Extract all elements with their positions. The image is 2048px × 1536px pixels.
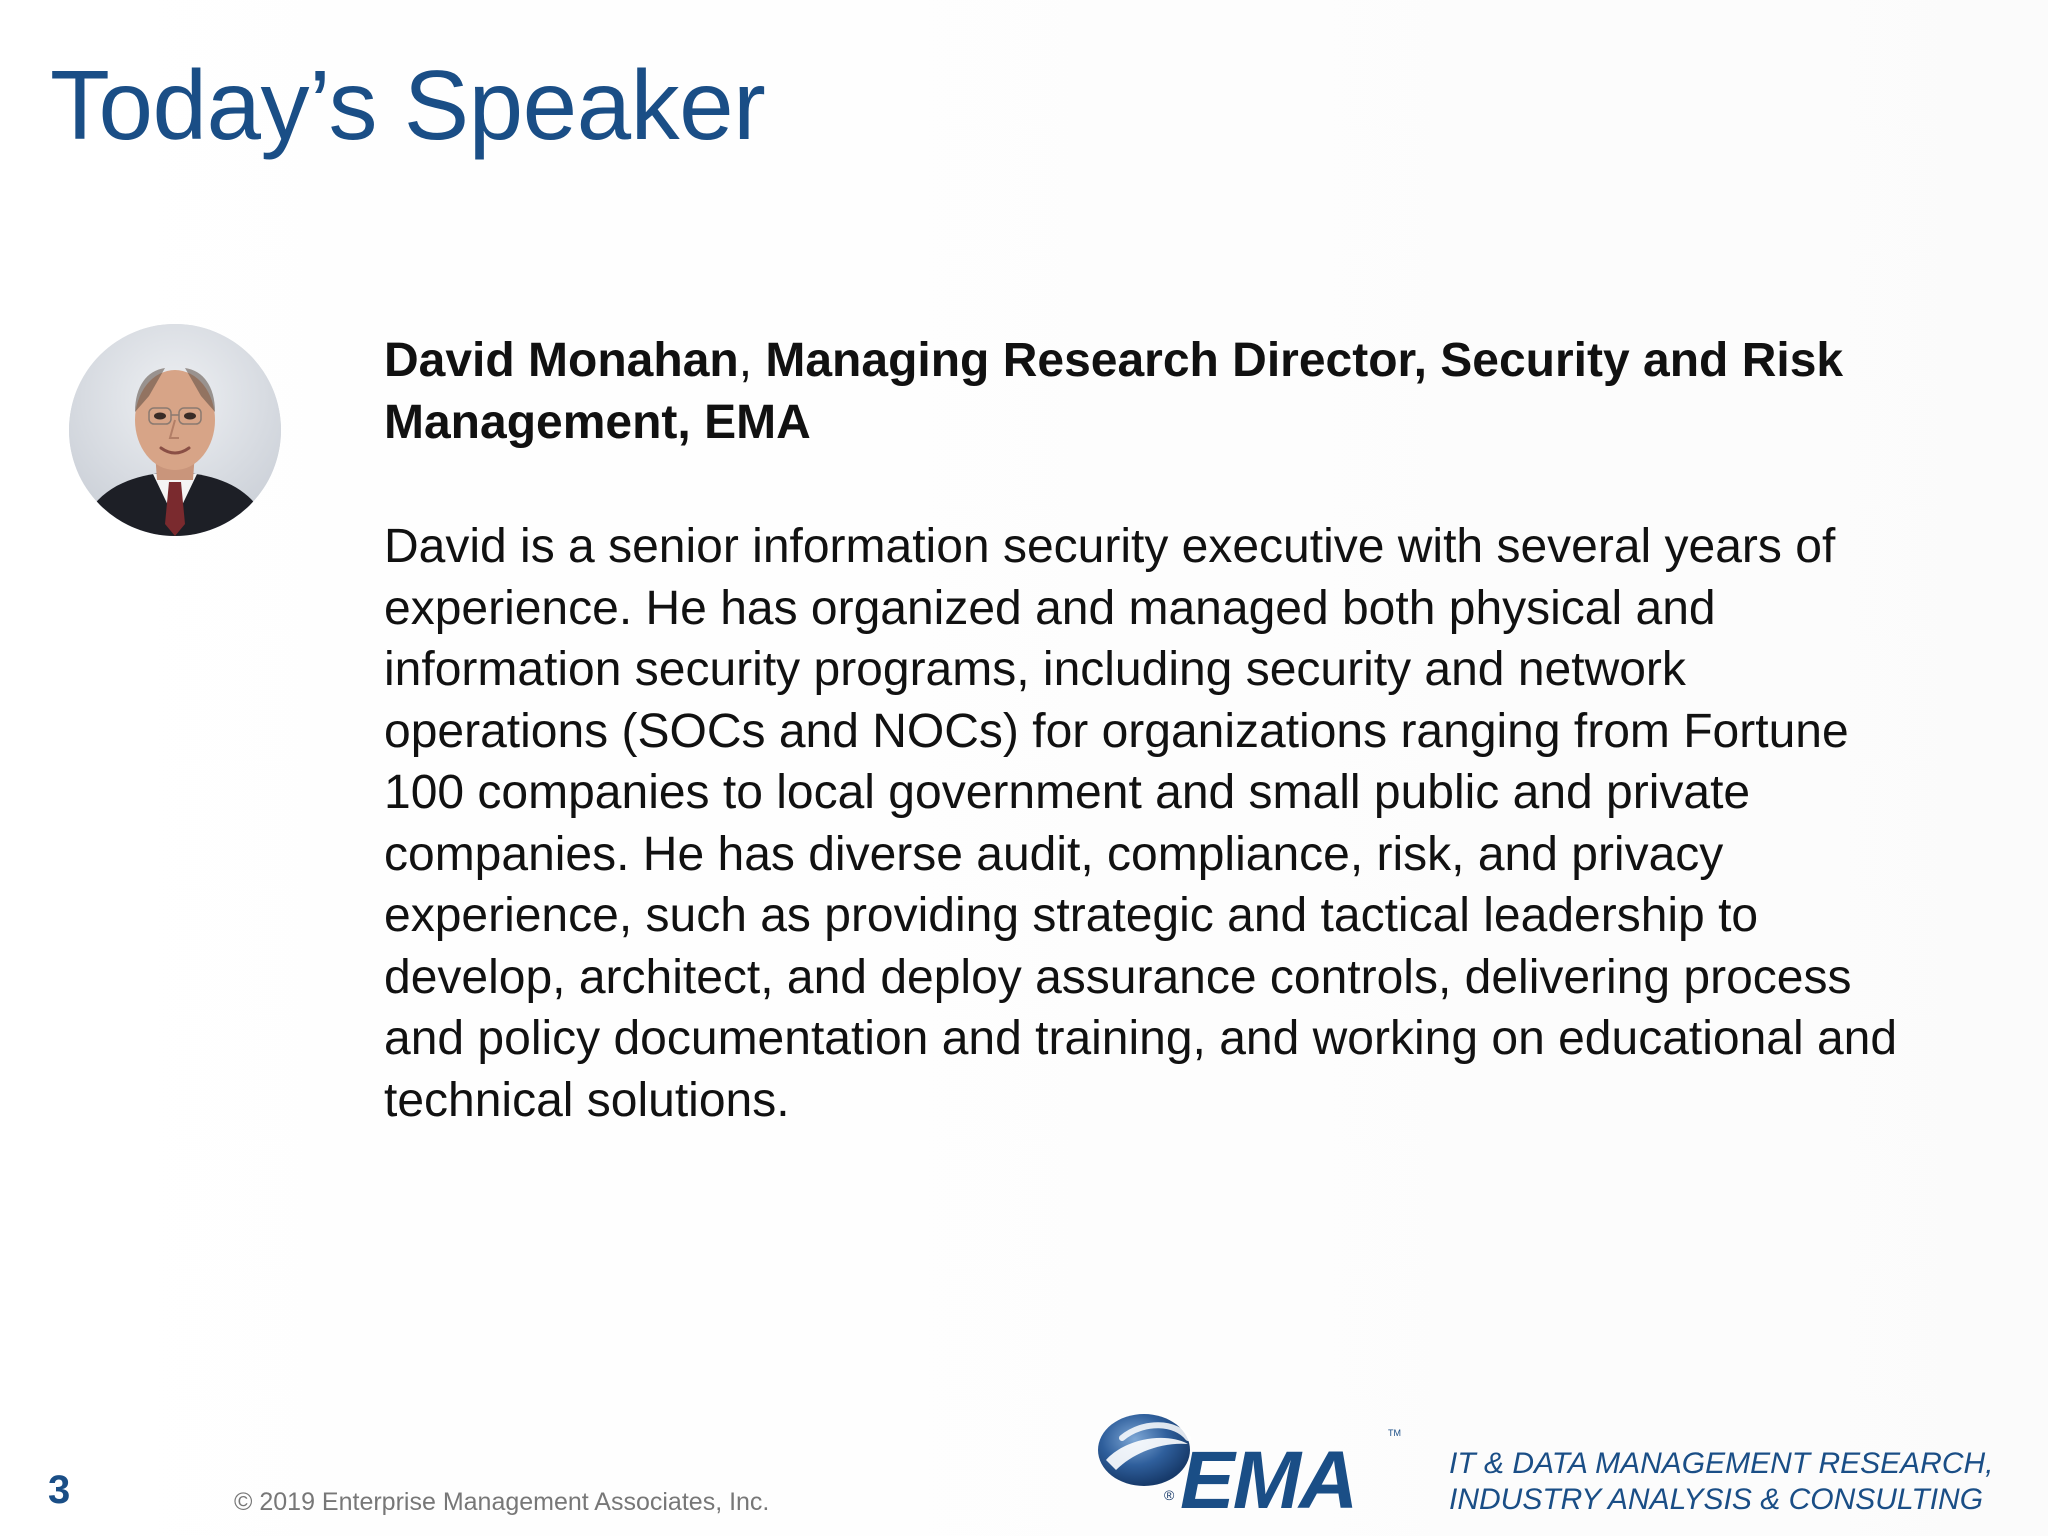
speaker-bio: David is a senior information security executive with several years of experience. He has organized and managed both physical and information security programs, including security and network operations (SOCs and NOCs) for organizations ranging from Fortune 100 companies to local government and small public and private companies. He has diverse audit, compliance, risk, and privacy experience, such as providing strategic and tactical leadership to develop, architect, and deploy assurance controls, delivering process and policy documentation and training, and working on educational and technical solutions. xyxy=(384,520,1898,1127)
speaker-info xyxy=(384,330,1904,1131)
speaker-photo xyxy=(69,324,281,536)
logo-text: EMA xyxy=(1180,1435,1357,1518)
speaker-name-separator: , xyxy=(738,334,766,387)
ema-logo xyxy=(1096,1408,1408,1518)
logo-trademark: TM xyxy=(1388,1428,1401,1438)
speaker-name: David Monahan xyxy=(384,334,739,387)
tagline-line-1: IT & DATA MANAGEMENT RESEARCH, xyxy=(1449,1447,1994,1480)
copyright-notice: © 2019 Enterprise Management Associates, Inc. xyxy=(234,1488,770,1516)
logo-registered: ® xyxy=(1164,1487,1175,1503)
slide-title: Today’s Speaker xyxy=(50,50,766,160)
company-tagline xyxy=(1449,1446,1994,1518)
speaker-heading xyxy=(384,330,1904,454)
slide-number: 3 xyxy=(48,1468,71,1512)
tagline-line-2: INDUSTRY ANALYSIS & CONSULTING xyxy=(1449,1483,1984,1516)
speaker-role: Managing Research Director, Security and Risk Management, EMA xyxy=(384,334,1844,449)
